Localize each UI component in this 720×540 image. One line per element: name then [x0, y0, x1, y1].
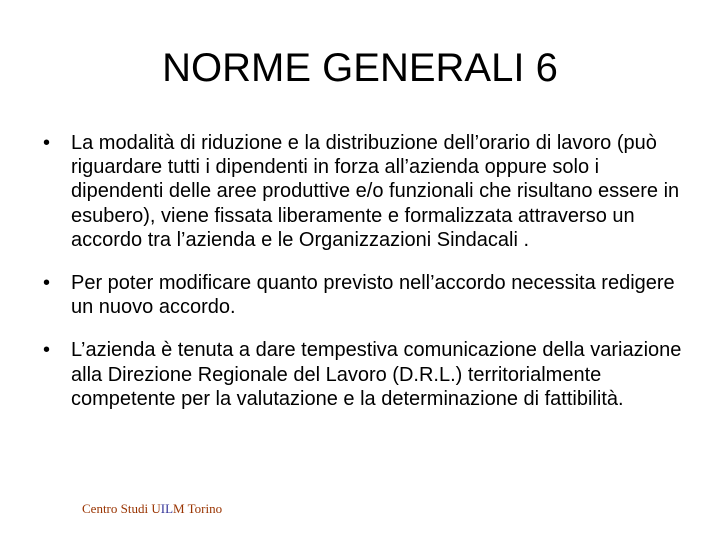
footer-text-accent: IL [160, 501, 174, 516]
footer-credit [82, 500, 222, 518]
bullet-text: Per poter modificare quanto previsto nell’accordo necessita redigere un nuovo accordo. [71, 272, 675, 319]
bullet-marker-icon: • [43, 272, 51, 295]
bullet-list [43, 131, 683, 411]
bullet-item [43, 338, 683, 411]
bullet-text: L’azienda è tenuta a dare tempestiva comunicazione della variazione alla Direzione Regionale del Lavoro (D.R.L.) territorialmente competente per la valutazione e la determinazione di fattibilità. [71, 339, 682, 410]
slide-title: NORME GENERALI 6 [162, 46, 558, 90]
bullet-marker-icon: • [43, 132, 51, 154]
footer-text-part1: Centro Studi U [82, 501, 161, 516]
bullet-marker-icon: • [43, 339, 51, 362]
bullet-item [43, 271, 683, 319]
bullet-item [43, 131, 683, 252]
footer-text-part3: M Torino [173, 501, 223, 516]
bullet-text: La modalità di riduzione e la distribuzione dell’orario di lavoro (può riguardare tutti i dipendenti in forza all’azienda oppure solo i dipendenti delle aree produttive e/o funzionali che risultano essere in esubero), viene fissata liberamente e formalizzata attraverso un accordo tra l’azienda e le Organizzazioni Sindacali . [71, 132, 680, 251]
